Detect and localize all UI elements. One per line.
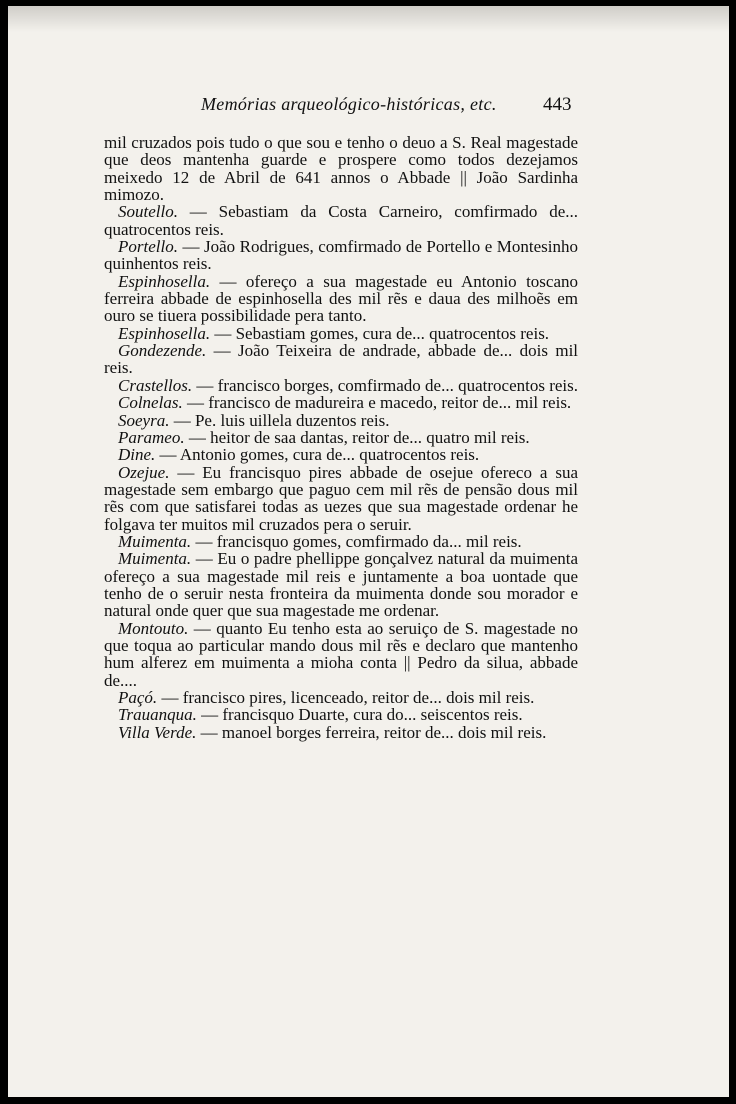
page-header: [8, 94, 729, 118]
entry-text: francisquo Duarte, cura do... seiscentos reis.: [222, 705, 523, 725]
entry: [104, 273, 578, 325]
entry: [104, 620, 578, 689]
entry-separator: —: [196, 705, 223, 725]
entry-place: Gondezende.: [118, 341, 207, 361]
entry-separator: —: [169, 462, 203, 482]
entry-separator: —: [191, 531, 217, 551]
entry-place: Ozejue.: [118, 462, 170, 482]
entry-separator: —: [188, 618, 217, 638]
book-page: [8, 6, 729, 1097]
entry: [104, 394, 578, 411]
entry-text: Eu o padre phellippe gonçalvez natural da muimenta ofereço a sua magestade mil reis e juntamente a boa uontade que tenho de o seruir nesta fronteira da muimenta donde sou morador e natural onde quer que sua magestade me ordenar.: [104, 549, 579, 621]
entry-text: João Rodrigues, comfirmado de Portello e Montesinho quinhentos reis.: [104, 237, 578, 274]
entry-separator: —: [157, 688, 183, 707]
entry-text: heitor de saa dantas, reitor de... quatro mil reis.: [210, 427, 530, 447]
entry: [104, 689, 578, 706]
entry-place: Muimenta.: [118, 549, 192, 569]
entry-text: Eu francisquo pires abbade de osejue ofereco a sua magestade sem embargo que paguo cem mil rẽs de pensão dous mil rẽs com que satisfarei todas as uezes que sua magestade ordenar he folgava ter muitos mil cruzados pera o seruir.: [104, 462, 578, 534]
entry: [104, 429, 578, 446]
entry-place: Colnelas.: [118, 393, 183, 413]
entry-text: Sebastiam da Costa Carneiro, comfirmado de... quatrocentos reis.: [104, 202, 579, 239]
entry-continuation: [104, 134, 578, 203]
entry-separator: —: [182, 393, 209, 413]
entry-separator: —: [192, 375, 218, 395]
entry: [104, 706, 578, 723]
entry-place: Soeyra.: [118, 410, 170, 430]
entry-place: Muimenta.: [118, 531, 192, 551]
entry-place: Trauanqua.: [118, 705, 197, 725]
entry-separator: —: [177, 202, 219, 222]
entry-separator: —: [196, 722, 222, 742]
scan-shadow: [8, 6, 729, 32]
entry-separator: —: [206, 341, 239, 361]
entry-separator: —: [184, 427, 211, 447]
entry-text: Sebastiam gomes, cura de... quatrocentos reis.: [235, 323, 550, 343]
body-text: [104, 134, 578, 741]
running-title: Memórias arqueológico-históricas, etc.: [201, 94, 497, 114]
entry-text: manoel borges ferreira, reitor de... dois mil reis.: [221, 722, 547, 742]
entry-text: francisco pires, licenceado, reitor de... dois mil reis.: [182, 688, 535, 707]
entry-place: Espinhosella.: [118, 323, 211, 343]
entry-place: Dine.: [118, 445, 156, 465]
entry-place: Crastellos.: [118, 375, 193, 395]
entry-place: Villa Verde.: [118, 722, 197, 742]
entry: [104, 203, 578, 238]
entry-place: Soutello.: [118, 202, 178, 222]
entry: [104, 412, 578, 429]
entry-place: Paçó.: [118, 688, 158, 707]
entry-text: francisco borges, comfirmado de... quatrocentos reis.: [217, 375, 579, 395]
entry-place: Montouto.: [118, 618, 189, 638]
entry-place: Parameo.: [118, 427, 185, 447]
entry: [104, 325, 578, 342]
entry-place: Portello.: [118, 237, 178, 257]
entry-text: ofereço a sua magestade eu Antonio toscano ferreira abbade de espinhosella des mil rẽs e daua des milhoẽs em ouro se tiuera possibilidade pera tanto.: [104, 271, 579, 326]
entry-separator: —: [155, 445, 180, 465]
entry-text: Antonio gomes, cura de... quatrocentos reis.: [179, 445, 480, 465]
page-number: 443: [543, 94, 572, 115]
entry: [104, 724, 578, 741]
entry: [104, 238, 578, 273]
entry: [104, 446, 578, 463]
entry-separator: —: [177, 237, 204, 257]
entry: [104, 533, 578, 550]
entry: [104, 464, 578, 533]
entry-text: quanto Eu tenho esta ao seruiço de S. magestade no que toqua ao particular mando dous mil rẽs e declaro que mantenho hum alferez em muimenta a mioha conta || Pedro da silua, abbade de....: [104, 618, 579, 690]
entry-text: mil cruzados pois tudo o que sou e tenho o deuo a S. Real magestade que deos mantenha guarde e prospere como todos dezejamos meixedo 12 de Abril de 641 annos o Abbade || João Sardinha mimozo.: [104, 133, 578, 205]
entry-separator: —: [191, 549, 218, 569]
entry-separator: —: [210, 271, 246, 291]
entry-text: Pe. luis uillela duzentos reis.: [194, 410, 390, 430]
entry: [104, 377, 578, 394]
entry-separator: —: [169, 410, 195, 430]
entry-text: francisco de madureira e macedo, reitor de... mil reis.: [208, 393, 572, 413]
entry: [104, 550, 578, 619]
entry-place: Espinhosella.: [118, 271, 211, 291]
entry-separator: —: [210, 323, 236, 343]
entry-text: João Teixeira de andrade, abbade de... dois mil reis.: [104, 341, 579, 378]
entry: [104, 342, 578, 377]
entry-text: francisquo gomes, comfirmado da... mil reis.: [216, 531, 522, 551]
